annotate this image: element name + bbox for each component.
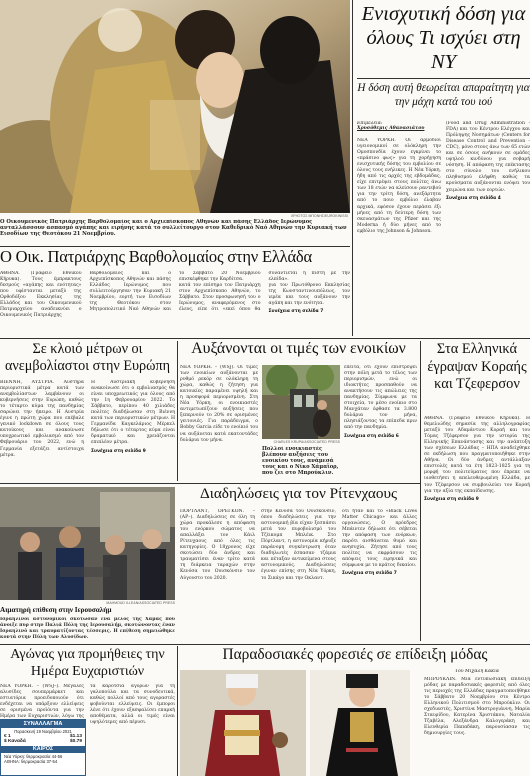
booster-article-1 — [357, 138, 441, 336]
rents-photo-caption: Πολλοί ενοικιαστές βλέπουν αυξήσεις του ενοικίου τους, ανάμεσά τους και ο Νίκο Χάμαϊορ, που ζει στο Μπρούκλιν. — [262, 446, 339, 476]
divider — [0, 246, 350, 247]
patriarch-photo — [0, 0, 350, 213]
divider — [0, 338, 530, 339]
forex-row-label: € 1 — [4, 734, 11, 739]
patriarch-headline: Ο Οικ. Πατριάρχης Βαρθολομαίος στην Ελλάδα — [0, 249, 312, 266]
patriarch-photo-credit: ΧΡΗΣΤΟΣ ΜΠΟΝΗΣ/EUROKINISSI — [290, 214, 348, 218]
forex-row-label: $ Καναδά — [4, 739, 26, 744]
jerusalem-summary — [0, 617, 175, 641]
thanksgiving-article-2 — [90, 684, 175, 776]
column-divider — [420, 341, 421, 641]
booster-continued: Συνέχεια στη σελίδα 4 — [446, 195, 501, 201]
patriarch-text-4: για τον Πρωτόθρονο Εκκλησίας της Κωνσταντινουπόλεως, τον ιερέα και τους αυξάνουν την αγάπη και την ενότητα. — [268, 283, 350, 307]
fashion-headline: Παραδοσιακές φορεσιές σε επίδειξη μόδας — [222, 647, 488, 663]
fashion-text-1: ΜΠΡΟΥΚΛΙΝ. Μια εντυπωσιακή επίδειξη μόδας με παραδοσιακές φορεσιές από όλες τις περιοχές της Ελλάδας πραγματοποιήθηκε το Σάββατο 20 Νοεμβρίου στο Κέντρο Ελληνικού Πολιτισμού στο Μπρούκλιν. Οι σχεδιαστές, Χριστίνα Μαστρογιάννη, Μαρία Σταυρίδου, Κατερίνα Χριστάκου, Ναταλία Τζαβέλα, Αλεξάνδρα Καλογεράκη και Ελευθερία Παπαδάκη, παρουσίασαν τις δημιουργίες τους. — [424, 677, 530, 737]
fashion-photo-1 — [180, 670, 306, 776]
thanksgiving-text-1: ΝΕΑ ΥΟΡΚΗ. – (WSJ–). Μεγάλες αλυσίδες σουπερμάρκετ και εστιατόρια προειδοποιούν ότι ενδέχεται να υπάρξουν ελλείψεις σε ορισμένα προϊόντα για την Ημέρα των Ευχαριστιών, λόγω της — [0, 684, 84, 718]
rents-continued: Συνέχεια στη σελίδα 6 — [344, 433, 399, 439]
patriarch-text-3: κατά τον επίσημο τον Πατριάρχη στον Αρχιεπίσκοπο Αθηνών, το Σάββατο. Στον προσφωνησή του ο Ιερώνυμος, αναφερόμενος στο έλεος, είπε ότι «εκεί όπου θα συναντιέται η πίστη με την ελπίδα». — [179, 271, 350, 313]
booster-headline: Ενισχυτική δόση για όλους Τι ισχύει στη ΝΥ — [361, 3, 526, 73]
rents-text-1: ΝΕΑ ΥΟΡΚΗ. – (WSJ). Οι τιμές των ενοικίων αυξάνονται με ρυθμό ρεκόρ σε ολόκληρη τη χώρα, καθώς η ζήτηση για κατοικίες παραμένει υψηλή και η προσφορά περιορισμένη. Στη Νέα Υόρκη, οι ενοικιαστές αντιμετωπίζουν αυξήσεις που ξεπερνούν το 20% σε ορισμένες γειτονιές. Για παράδειγμα, ο Bobby Garcia είδε το ενοίκιό του να αυξάνεται κατά εκατοντάδες δολάρια τον μήνα. — [180, 365, 258, 443]
europe-article — [0, 380, 175, 477]
booster-byline — [357, 121, 441, 135]
rents-text-2: έπειτα, ότι έχουν επιστρέψει στην πόλη μετά το τέλος των περιορισμών, ενώ οι ιδιοκτήτες προσπαθούν να ανακτήσουν τις απώλειες της πανδημίας. Σύμφωνα με τα στοιχεία, το μέσο ενοίκιο στο Μανχάταν έφθασε τα 3.800 δολάρια τον μήνα, πλησιάζοντας τα επίπεδα πριν από την πανδημία. — [344, 365, 417, 431]
forex-row-value: $0.79 — [69, 739, 82, 744]
column-divider — [177, 646, 178, 776]
korais-continued: Συνέχεια στη σελίδα 9 — [424, 496, 479, 502]
patriarch-photo-caption: Ο Οικουμενικός Πατριάρχης Βαρθολομαίος και ο Αρχιεπίσκοπος Αθηνών και πάσης Ελλάδος Ιερώνυμος ανταλλάσσουν ασπασμό αγάπης και ειρήνης κατά το συλλείτουργο στον Καθεδρικό Ναό Αθηνών την Κυριακή των Εισοδίων της Θεοτόκου 21 Νοεμβρίου. — [0, 219, 347, 237]
korais-article — [424, 416, 530, 641]
weather-line: ΑΘΗΝΑ: θερμοκρασία 37-54 — [4, 759, 58, 764]
thanksgiving-text-2: τα καρότσια αγορών για τη γαλοπούλα και τα συνοδευτικά, καθώς πολλοί από τους αγοραστές φοβούνται ελλείψεις. Οι έμποροι λένε ότι έχουν εξασφαλίσει επαρκή αποθέματα, αλλά οι τιμές είναι υψηλότερες από πέρυσι. — [90, 684, 175, 726]
fashion-photo-image — [180, 670, 306, 776]
rents-headline: Αυξάνονται οι τιμές των ενοικίων — [191, 341, 406, 357]
weather-title: ΚΑΙΡΟΣ — [1, 746, 85, 753]
divider — [0, 644, 530, 645]
patriarch-continued: Συνέχεια στη σελίδα 7 — [268, 309, 324, 315]
europe-headline: Σε κλοιό μέτρων οι ανεμβολίαστοι στην Ευρώπη — [4, 341, 171, 374]
rents-photo — [262, 365, 340, 439]
fashion-photo-2 — [310, 670, 410, 776]
booster-text-2: (Food and Drug Administration - FDA) και του Κέντρου Ελέγχου και Πρόληψης Νοσημάτων (Centers for Disease Control and Prevention - CDC), μόνο στους άνω των 65 ετών και σε όσους ανήκουν σε ομάδες υψηλού κινδύνου για σοβαρή νόσηση. Η απόφαση της επέκτασης στο σύνολο του ενήλικου πληθυσμού ελήφθη καθώς τα κρούσματα αυξάνονται ενόψει του χειμώνα και των εορτών. — [446, 121, 530, 193]
jerusalem-photo-credit: MAHMOUD ILLEAN/ASSOCIATED PRESS — [106, 601, 175, 605]
column-divider — [352, 0, 353, 336]
rents-article-2 — [344, 365, 417, 481]
patriarch-photo-image — [0, 0, 350, 213]
rittenhouse-article — [180, 509, 417, 641]
rents-photo-credit: CHARLES KRUPA/ASSOCIATED PRESS — [273, 440, 340, 444]
forex-row-value: $1.13 — [69, 734, 82, 739]
fashion-photo-image — [310, 670, 410, 776]
rittenhouse-headline: Διαδηλώσεις για τον Ρίτενχαους — [199, 486, 397, 502]
jerusalem-photo-image — [0, 487, 175, 600]
forex-date: Παρασκευή 19 Νοεμβρίου 2021 — [14, 729, 72, 734]
rittenhouse-text-3: ότι ήταν και το «Black Lives Matter Chicago» και άλλες οργανώσεις. Ο πρόεδρος Μπάιντεν δήλωσε ότι σέβεται την απόφαση των ενόρκων, παρότι αισθάνεται θυμό και ανησυχία. Ζήτησε από τους πολίτες να εκφράσουν τις απόψεις τους ειρηνικά και σύμφωνα με το κράτος δικαίου. — [342, 509, 417, 569]
weather-line: Νέα Υόρκη: θερμοκρασία 44-56 — [4, 754, 63, 759]
patriarch-text-1: ΑΘΗΝΑ. (Γραφείο Εθνικού Κήρυκα). Τους έμπρακτους δεσμούς «αγάπης και ενότητας» που υφίστανται μεταξύ της Ορθοδόξου Εκκλησίας της Ελλάδος και του Οικουμενικού Πατριαρχείου αναδεικνύει ο Οικουμενικός Πατριάρχης — [0, 271, 82, 319]
jerusalem-headline: Αιματηρή επίθεση στην Ιερουσαλήμ — [0, 607, 112, 614]
korais-headline: Στα Ελληνικά έγραψαν Κοραής και Τζεφερσον — [427, 341, 527, 392]
fashion-article — [424, 677, 530, 776]
rents-article-1 — [180, 365, 258, 481]
fashion-byline: Του Μιχάλη Κακιά — [454, 669, 500, 674]
booster-article-2 — [446, 121, 530, 336]
jerusalem-photo — [0, 487, 175, 600]
korais-text-1: ΑΘΗΝΑ. (Γραφείο Εθνικού Κήρυκα). Η θεμελιώδης σημασία της αλληλογραφίας μεταξύ του Αδαμάντιου Κοραή και του Τόμας Τζέφερσον για την ιστορία της Ελληνικής Επανάστασης και την ανάπτυξη των σχέσεων Ελλάδας – ΗΠΑ αναδείχθηκε σε εκδήλωση που πραγματοποιήθηκε στην Αθήνα. Οι δύο άνδρες αντάλλαξαν επιστολές κατά τα έτη 1823-1825 για τη μορφή του πολιτεύματος που έπρεπε να υιοθετήσει η απελευθερωμένη Ελλάδα, με τον Τζέφερσον να συμβουλεύει τον Κοραή για την αξία της εκπαίδευσης. — [424, 416, 530, 494]
rittenhouse-text-1: ΠΟΡΤΛΑΝΤ, ΟΡΕΓΚΟΝ. – (AP–). Διαδηλώσεις σε όλη τη χώρα προκάλεσε η απόφαση του ενόρκου σώματος να απαλλάξει τον Κάιλ Ρίτενχαους από όλες τις κατηγορίες. Ο 18χρονος είχε σκοτώσει δύο άνδρες και τραυματίσει έναν τρίτο κατά τη διάρκεια ταραχών στην Κενόσα του Ουισκόνσιν τον Αύγουστο του 2020. — [180, 509, 255, 581]
forex-title: ΣΥΝΑΛΛΑΓΜΑ — [1, 720, 85, 728]
patriarch-text-2: Βαρθολομαίος και ο Αρχιεπίσκοπος Αθηνών και πάσης Ελλάδος Ιερώνυμος που συλλειτούργησαν την Κυριακή 21 Νοεμβρίου, εορτή των Εισοδίων της Θεοτόκου στον Μητροπολιτικό Ναό Αθηνών και το Σάββατο 20 Νοεμβρίου επισκέφθηκε την Καρδίτσα. — [89, 271, 261, 313]
forex-box — [0, 719, 86, 776]
booster-subhead: Η δόση αυτή θεωρείται απαραίτητη για την μάχη κατά του ιού — [357, 82, 530, 108]
thanksgiving-article-1 — [0, 684, 84, 718]
column-divider — [177, 341, 178, 481]
byline-label: Επιμέλεια: — [357, 121, 383, 126]
byline-name: Χρυσόθεμις Αθανασιάτου — [357, 126, 425, 131]
booster-text-1: ΝΕΑ ΥΟΡΚΗ. Οι αρμόδιοι υγειονομικοί σε ολόκληρη την Ομοσπονδία έχουν εγκρίνει το «πράσινο φως» για τη χορήγηση ενισχυτικής δόσης του εμβολίου σε όλους τους ενήλικες. Η Νέα Υόρκη, ήδη από τις αρχές της εβδομάδας, είχε επιτρέψει στους πολίτες άνω των 18 ετών να κλείσουν ραντεβού για την τρίτη δόση, ανεξάρτητα από το ποιο εμβόλιο έλαβαν αρχικά, εφόσον έχουν περάσει έξι μήνες από τη δεύτερη δόση των σκευασμάτων της Pfizer και της Moderna ή δύο μήνες από το εμβόλιο της Johnson & Johnson. — [357, 138, 441, 234]
rittenhouse-continued: Συνέχεια στη σελίδα 7 — [342, 571, 397, 577]
patriarch-article — [0, 271, 350, 336]
europe-text-1: ΒΙΕΝΝΗ, ΑΥΣΤΡΙΑ. Αυστηρά περιοριστικά μέτρα κατά των ανεμβολίαστων λαμβάνουν οι κυβερνήσεις στην Ευρώπη, καθώς το τέταρτο κύμα της πανδημίας σαρώνει την ήπειρο. Η Αυστρία έγινε η πρώτη χώρα που επέβαλε γενικό lockdown σε όλους τους κατοίκους και ανακοίνωσε υποχρεωτικό εμβολιασμό από τον Φεβρουάριο του 2022, ενώ η Γερμανία εξετάζει αντίστοιχα μέτρα. — [0, 380, 84, 458]
europe-text-2: Η Αυστριακή κυβέρνηση ανακοίνωσε ότι ο εμβολιασμός θα είναι υποχρεωτικός για όλους από την 1η Φεβρουαρίου 2022. Το Σάββατο, περίπου 40 χιλιάδες πολίτες διαδήλωσαν στη Βιέννη κατά των περιοριστικών μέτρων. Η Γερμανίδα Καγκελάριος Μέρκελ δήλωσε ότι ο τέταρτος κύμα είναι δραματικό και χρειάζονται επιπλέον μέτρα. — [91, 380, 175, 446]
thanksgiving-headline: Αγώνας για προμήθειες την Ημέρα Ευχαριστιών — [10, 647, 165, 679]
divider — [0, 483, 420, 484]
rents-photo-image — [262, 365, 340, 439]
divider — [357, 78, 530, 79]
jerusalem-text: Ισραηλινοί αστυνομικοί σκότωσαν ένα μέλος της Χαμάς που άνοιξε πυρ στην Παλιά Πόλη της Ιερουσαλήμ, σκοτώνοντας έναν Ισραηλινό και τραυματίζοντας τέσσερις. Η επίθεση σημειώθηκε κοντά στην Πύλη των Αλυσίδων. — [0, 617, 175, 641]
europe-continued: Συνέχεια στη σελίδα 9 — [91, 448, 146, 454]
forex-row-cad — [1, 739, 85, 744]
rittenhouse-text-2: στην Κενόσα του Ουισκόνσιν, όπου διαδηλώσεις για την αστυνομική βία είχαν ξεσπάσει μετά τον πυροβολισμό του Τζέικομπ Μπλέικ. Στο Πόρτλαντ, η αστυνομία κήρυξε παράνομη συγκέντρωση όταν διαδηλωτές έσπασαν τζάμια και πέταξαν αντικείμενα στους αστυνομικούς. Διαδηλώσεις έγιναν επίσης στη Νέα Υόρκη, το Σικάγο και την Οκλαντ. — [261, 509, 336, 581]
